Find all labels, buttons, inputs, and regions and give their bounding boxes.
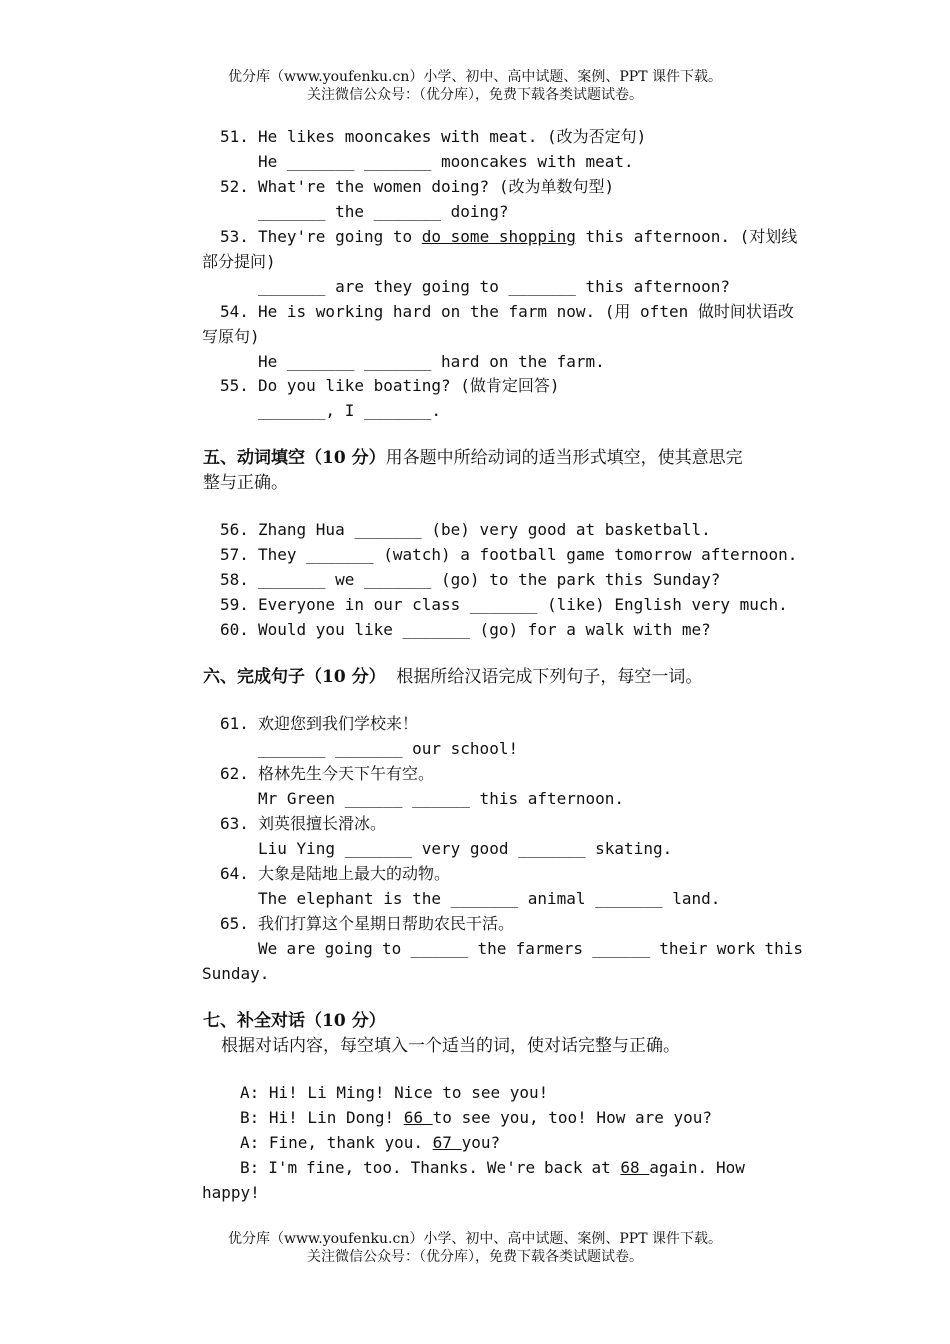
question-65: 65. 我们打算这个星期日帮助农民干活。 (220, 914, 515, 933)
question-62: 62. 格林先生今天下午有空。 (220, 764, 435, 783)
answer-61: _______ _______ our school! (258, 739, 519, 758)
question-53-cont: 部分提问) (202, 252, 276, 271)
section-7-heading (203, 1009, 808, 1034)
header-line-1: 优分库（www.youfenku.cn）小学、初中、高中试题、案例、PPT 课件下载。 (227, 69, 722, 85)
question-53: 53. They're going to do some shopping this afternoon. (对划线 (220, 227, 798, 246)
answer-65-cont: Sunday. (202, 964, 270, 983)
section-5-title: 五、动词填空（10 分） (203, 448, 386, 468)
answer-65: We are going to ______ the farmers ______ their work this (258, 939, 803, 958)
answer-53: _______ are they going to _______ this afternoon? (258, 277, 731, 296)
page-footer (0, 1230, 950, 1266)
question-60: 60. Would you like _______ (go) for a walk with me? (220, 620, 711, 639)
answer-52: _______ the _______ doing? (258, 202, 509, 221)
header-line-2: 关注微信公众号：（优分库），免费下载各类试题试卷。 (307, 87, 643, 103)
dialogue-line-4: B: I'm fine, too. Thanks. We're back at 68 again. How (240, 1158, 745, 1177)
question-55: 55. Do you like boating? (做肯定回答) (220, 376, 560, 395)
section-6-heading (203, 665, 808, 690)
question-64: 64. 大象是陆地上最大的动物。 (220, 864, 451, 883)
question-57: 57. They _______ (watch) a football game tomorrow afternoon. (220, 545, 798, 564)
section-5-instruction-cont: 整与正确。 (203, 473, 288, 493)
section-5-instruction: 用各题中所给动词的适当形式填空，使其意思完 (385, 448, 743, 468)
blank-68: 68 (620, 1158, 650, 1177)
dialogue-line-4-cont: happy! (202, 1183, 260, 1202)
footer-line-2: 关注微信公众号：（优分库），免费下载各类试题试卷。 (307, 1249, 643, 1265)
answer-55: _______, I _______. (258, 401, 442, 420)
question-61: 61. 欢迎您到我们学校来！ (220, 714, 419, 733)
answer-63: Liu Ying _______ very good _______ skating. (258, 839, 673, 858)
question-54-cont: 写原句) (202, 327, 260, 346)
section-6-title: 六、完成句子（10 分） (203, 667, 386, 687)
dialogue-line-3: A: Fine, thank you. 67 you? (240, 1133, 501, 1152)
page-header (0, 68, 950, 104)
question-59: 59. Everyone in our class _______ (like) English very much. (220, 595, 788, 614)
underlined-phrase: do some shopping (421, 227, 576, 246)
dialogue-line-1: A: Hi! Li Ming! Nice to see you! (240, 1083, 549, 1102)
section-7-instruction: 根据对话内容，每空填入一个适当的词，使对话完整与正确。 (221, 1036, 680, 1056)
question-63: 63. 刘英很擅长滑冰。 (220, 814, 387, 833)
question-51: 51. He likes mooncakes with meat. (改为否定句) (220, 127, 647, 146)
answer-51: He _______ _______ mooncakes with meat. (258, 152, 634, 171)
section-5-heading (203, 446, 808, 496)
section-7-title: 七、补全对话（10 分） (203, 1011, 386, 1031)
blank-66: 66 (403, 1108, 433, 1127)
question-56: 56. Zhang Hua _______ (be) very good at basketball. (220, 520, 711, 539)
answer-62: Mr Green ______ ______ this afternoon. (258, 789, 625, 808)
question-52: 52. What're the women doing? (改为单数句型) (220, 177, 615, 196)
section-6-instruction: 根据所给汉语完成下列句子，每空一词。 (396, 667, 703, 687)
answer-64: The elephant is the _______ animal _______ land. (258, 889, 721, 908)
dialogue-line-2: B: Hi! Lin Dong! 66 to see you, too! How are you? (240, 1108, 713, 1127)
question-58: 58. _______ we _______ (go) to the park this Sunday? (220, 570, 721, 589)
footer-line-1: 优分库（www.youfenku.cn）小学、初中、高中试题、案例、PPT 课件下载。 (227, 1231, 722, 1247)
answer-54: He _______ _______ hard on the farm. (258, 352, 605, 371)
blank-67: 67 (432, 1133, 462, 1152)
question-54: 54. He is working hard on the farm now. (用 often 做时间状语改 (220, 302, 794, 321)
